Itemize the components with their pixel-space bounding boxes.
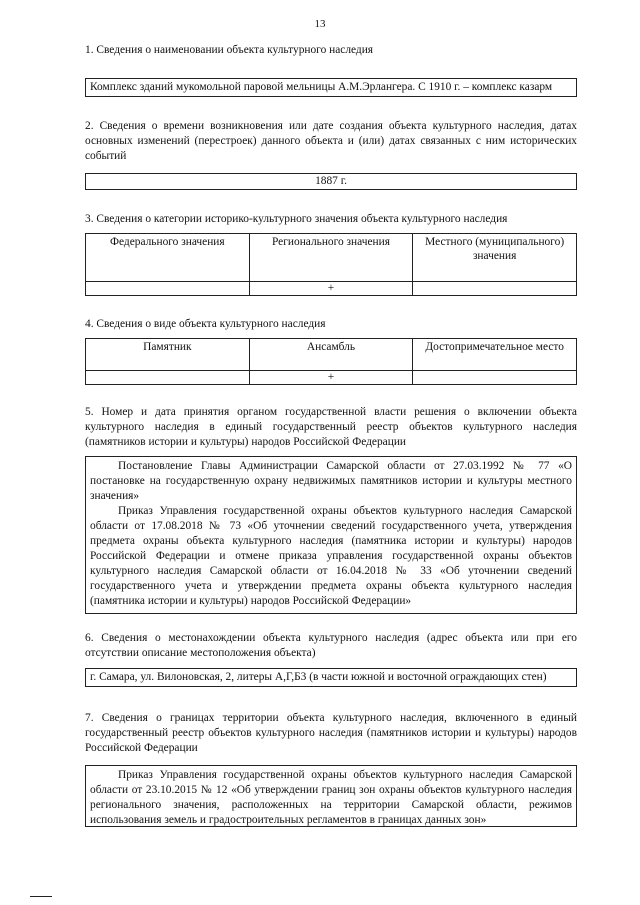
category-regional-header: Регионального значения: [249, 234, 413, 282]
creation-date-box: 1887 г.: [85, 173, 577, 190]
address-box: г. Самара, ул. Вилоновская, 2, литеры А,Г,Б3 (в части южной и восточной ограждающих стен): [85, 668, 577, 687]
category-table: [85, 233, 577, 296]
registry-decision-box: [85, 456, 577, 614]
page-number: 13: [314, 18, 326, 30]
type-monument-header: Памятник: [86, 339, 250, 371]
registry-decision-paragraph-1: Постановление Главы Администрации Самарской области от 27.03.1992 № 77 «О постановке на государственную охрану недвижимых памятников истории и культуры местного значения»: [90, 460, 572, 502]
territory-boundaries-box: [85, 765, 577, 827]
section1-heading: 1. Сведения о наименовании объекта культурного наследия: [85, 44, 374, 56]
section4-heading: 4. Сведения о виде объекта культурного наследия: [85, 318, 326, 330]
category-regional-mark: +: [249, 282, 413, 296]
category-local-mark: [413, 282, 577, 296]
footer-rule: [30, 896, 52, 897]
territory-boundaries-paragraph: Приказ Управления государственной охраны объектов культурного наследия Самарской области от 23.10.2015 № 12 «Об утверждении границ зон охраны объектов культурного наследия регионального значения, расположенных на территории Самарской области, режимов использования земель и градостроительных регламентов в границах данных зон»: [90, 769, 572, 826]
category-local-header: Местного (муниципального) значения: [413, 234, 577, 282]
object-name-box: Комплекс зданий мукомольной паровой мельницы А.М.Эрлангера. С 1910 г. – комплекс казарм: [85, 78, 577, 97]
category-federal-header: Федерального значения: [86, 234, 250, 282]
section7-heading: 7. Сведения о границах территории объекта культурного наследия, включенного в единый государственный реестр объектов культурного наследия (памятников истории и культуры) народов Российской Федерации: [85, 712, 577, 754]
object-type-table: [85, 338, 577, 385]
type-ensemble-header: Ансамбль: [249, 339, 413, 371]
category-federal-mark: [86, 282, 250, 296]
section2-heading: 2. Сведения о времени возникновения или дате создания объекта культурного наследия, датах основных изменений (перестроек) данного объекта и (или) датах связанных с ним исторических событий: [85, 120, 577, 162]
section5-heading: 5. Номер и дата принятия органом государственной власти решения о включении объекта культурного наследия в единый государственный реестр объектов культурного наследия (памятников истории и культуры) народов Российской Федерации: [85, 406, 577, 448]
section3-heading: 3. Сведения о категории историко-культурного значения объекта культурного наследия: [85, 213, 508, 225]
registry-decision-paragraph-2: Приказ Управления государственной охраны объектов культурного наследия Самарской области от 17.08.2018 № 73 «Об уточнении сведений государственного учета, утверждения предмета охраны объекта культурного наследия (памятника истории и культуры) народов Российской Федерации и отмене приказа управления государственной охраны объектов культурного наследия Самарской области от 16.04.2018 № 33 «Об уточнении сведений государственного учета и утверждении предмета охраны объекта культурного наследия (памятника истории и культуры) народов Российской Федерации»: [90, 505, 572, 607]
type-landmark-header: Достопримечательное место: [413, 339, 577, 371]
type-landmark-mark: [413, 371, 577, 385]
type-ensemble-mark: +: [249, 371, 413, 385]
section6-heading: 6. Сведения о местонахождении объекта культурного наследия (адрес объекта или при его отсутствии описание местоположения объекта): [85, 632, 577, 659]
type-monument-mark: [86, 371, 250, 385]
